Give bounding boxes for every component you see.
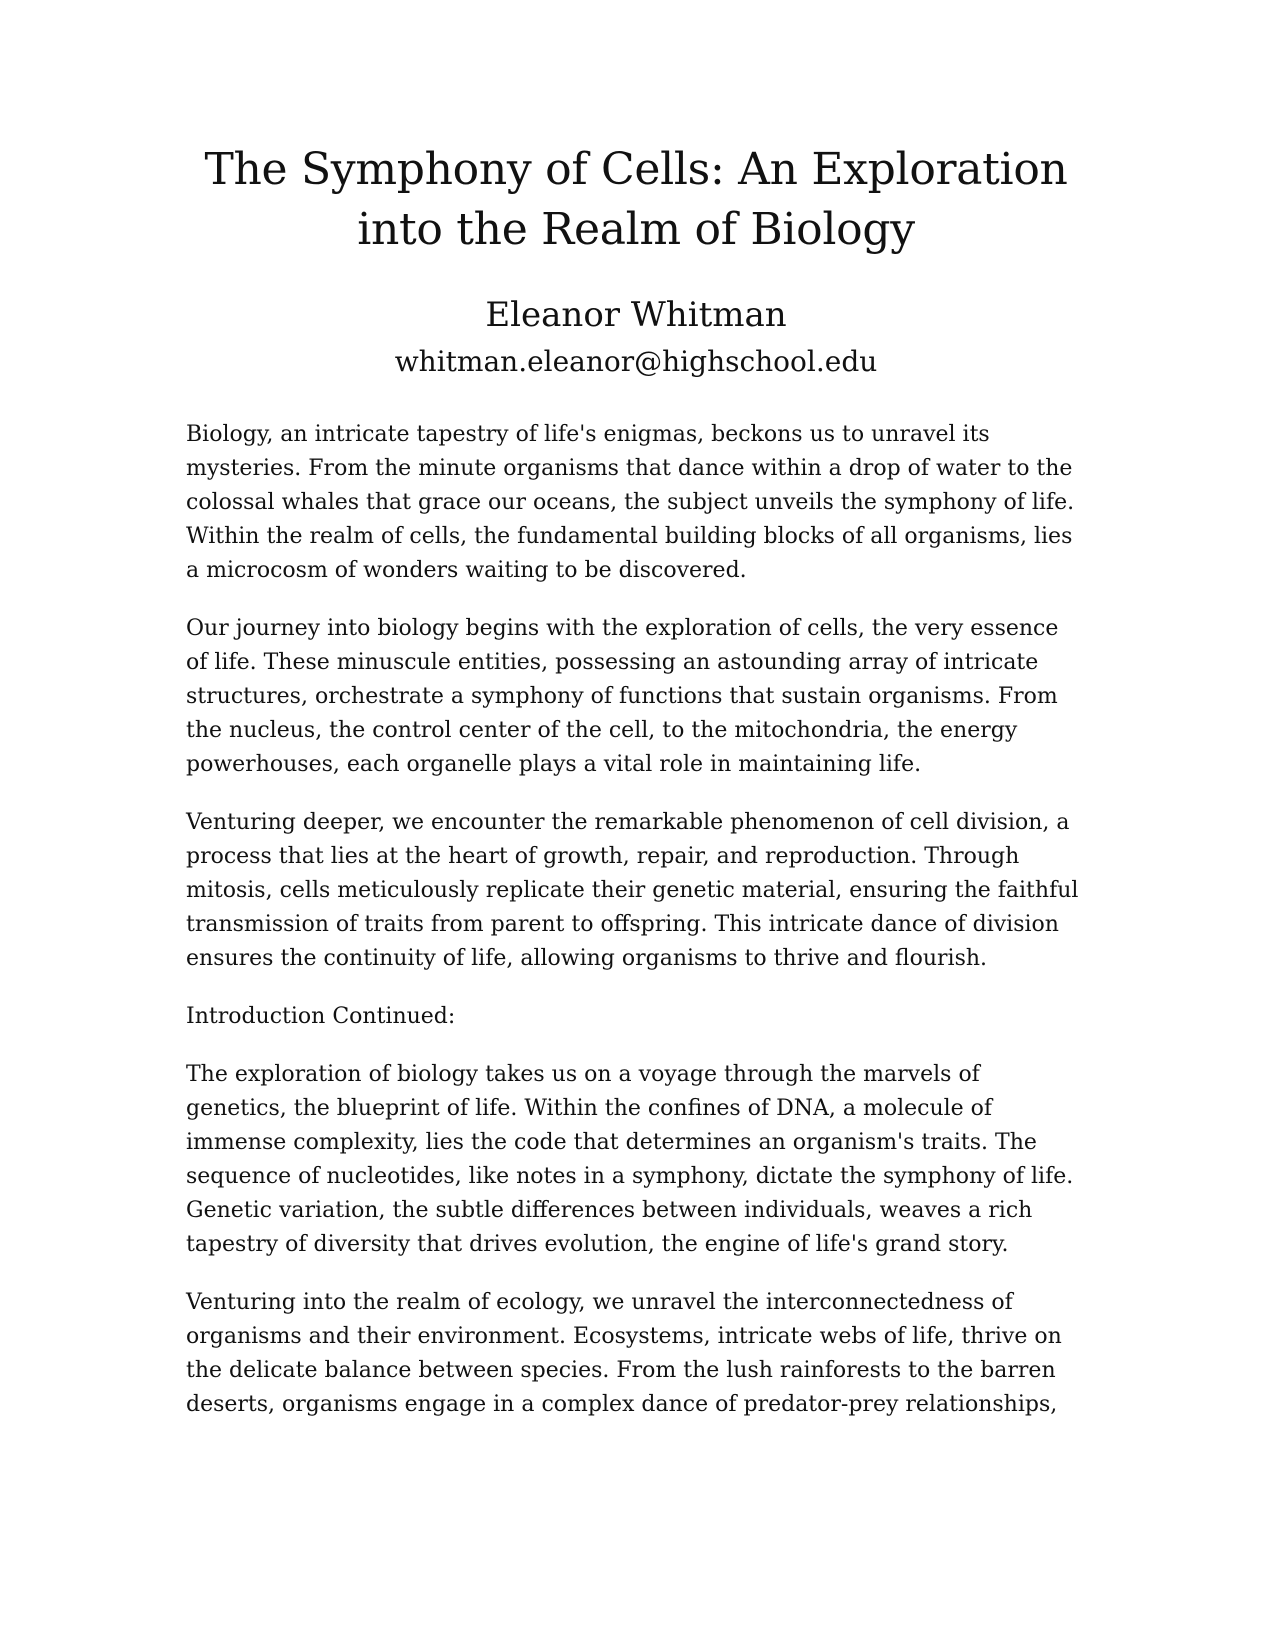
document-body xyxy=(186,418,1086,1422)
document-title: The Symphony of Cells: An Exploration into the Realm of Biology xyxy=(204,144,1068,255)
paragraph: Biology, an intricate tapestry of life's enigmas, beckons us to unravel its mysteries. From the minute organisms that dance within a drop of water to the colossal whales that grace our oceans, the subject unveils the symphony of life. Within the realm of cells, the fundamental building blocks of all organisms, lies a microcosm of wonders waiting to be discovered. xyxy=(186,422,1075,583)
paragraph: The exploration of biology takes us on a voyage through the marvels of genetics, the blueprint of life. Within the confines of DNA, a molecule of immense complexity, lies the code that determines an organism's traits. The sequence of nucleotides, like notes in a symphony, dictate the symphony of life. Genetic variation, the subtle differences between individuals, weaves a rich tapestry of diversity that drives evolution, the engine of life's grand story. xyxy=(186,1062,1074,1257)
author-email: whitman.eleanor@highschool.edu xyxy=(394,345,878,378)
author-name: Eleanor Whitman xyxy=(485,295,787,335)
paragraph: Venturing into the realm of ecology, we unravel the interconnectedness of organisms and their environment. Ecosystems, intricate webs of life, thrive on the delicate balance between species. From the lush rainforests to the barren deserts, organisms engage in a complex dance of predator-prey relationships, xyxy=(186,1290,1062,1417)
paragraph: Our journey into biology begins with the exploration of cells, the very essence of life. These minuscule entities, possessing an astounding array of intricate structures, orchestrate a symphony of functions that sustain organisms. From the nucleus, the control center of the cell, to the mitochondria, the energy powerhouses, each organelle plays a vital role in maintaining life. xyxy=(186,616,1059,777)
document-page xyxy=(186,140,1086,1446)
paragraph: Venturing deeper, we encounter the remarkable phenomenon of cell division, a process that lies at the heart of growth, repair, and reproduction. Through mitosis, cells meticulously replicate their genetic material, ensuring the faithful transmission of traits from parent to offspring. This intricate dance of division ensures the continuity of life, allowing organisms to thrive and flourish. xyxy=(186,810,1079,971)
section-heading: Introduction Continued: xyxy=(186,1004,456,1029)
